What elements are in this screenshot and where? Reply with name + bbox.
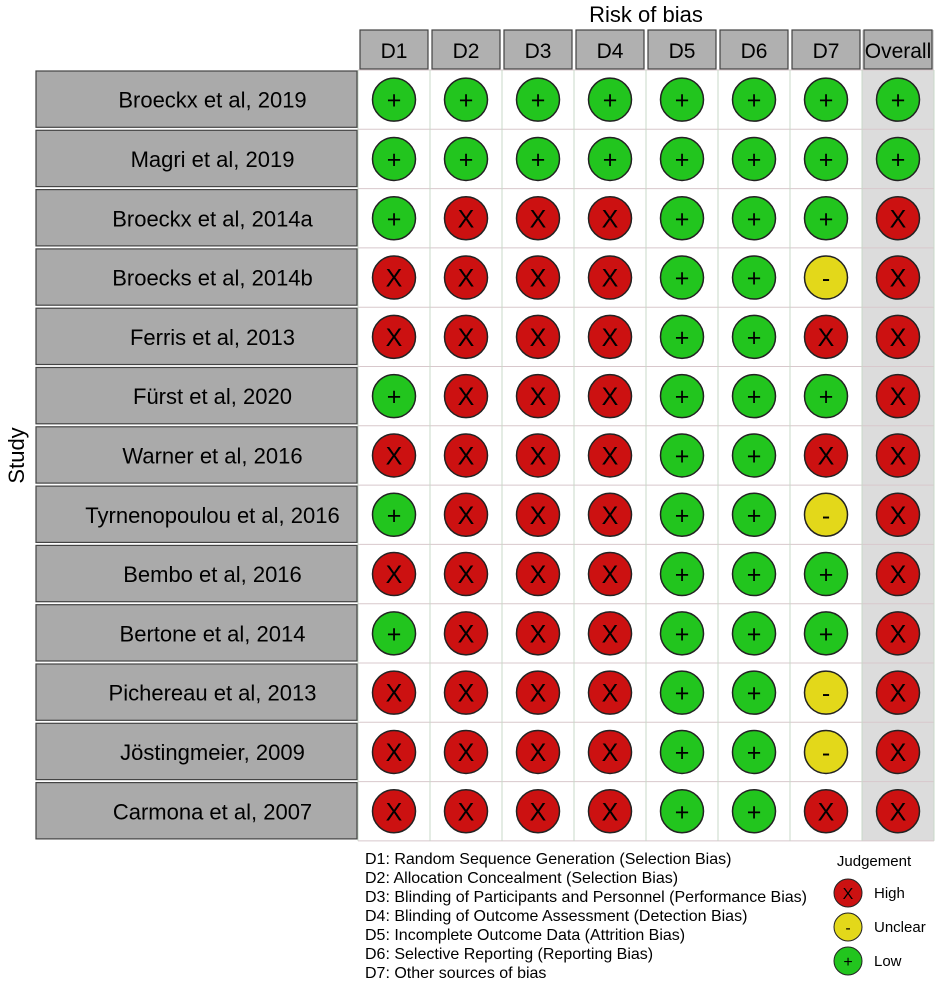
study-label-6: Fürst et al, 2020 (133, 384, 292, 410)
judgement-symbol-high: X (385, 323, 403, 352)
judgement-symbol-high: X (529, 798, 547, 827)
judgement-symbol-low: + (674, 323, 690, 352)
domain-header-label-8: Overall (864, 40, 932, 63)
judgement-symbol-high: X (457, 798, 475, 827)
study-label-5: Ferris et al, 2013 (129, 324, 296, 350)
judgement-symbol-low: + (746, 620, 762, 649)
judgement-symbol-high: X (889, 383, 907, 412)
judgement-symbol-high: X (601, 620, 619, 649)
judgement-symbol-low: + (458, 145, 474, 174)
judgement-symbol-high: X (601, 679, 619, 708)
domain-definition-d7: D7: Other sources of bias (365, 965, 547, 982)
judgement-symbol-low: + (530, 86, 546, 115)
study-label-12: Jöstingmeier, 2009 (120, 739, 305, 765)
judgement-symbol-high: X (601, 383, 619, 412)
judgement-symbol-low: + (818, 145, 834, 174)
judgement-symbol-low: + (890, 86, 906, 115)
domain-header-label-2: D2 (452, 40, 480, 63)
chart-title: Risk of bias (589, 2, 703, 27)
judgement-symbol-low: + (818, 86, 834, 115)
judgement-symbol-low: + (602, 145, 618, 174)
judgement-symbol-high: X (529, 205, 547, 234)
judgement-symbol-high: X (529, 501, 547, 530)
study-label-1: Broeckx et al, 2019 (118, 87, 307, 113)
judgement-symbol-high: X (529, 442, 547, 471)
y-axis-label: Study (4, 427, 29, 484)
domain-header-label-4: D4 (596, 40, 624, 63)
study-label-2: Magri et al, 2019 (130, 146, 295, 172)
judgement-symbol-unclear: - (821, 738, 831, 767)
judgement-symbol-high: X (529, 738, 547, 767)
judgement-symbol-low: + (602, 86, 618, 115)
judgement-symbol-high: X (385, 738, 403, 767)
legend-label-high: High (874, 885, 905, 902)
judgement-symbol-low: + (746, 738, 762, 767)
judgement-symbol-low: + (674, 145, 690, 174)
judgement-symbol-low: + (674, 86, 690, 115)
judgement-symbol-high: X (529, 561, 547, 590)
judgement-symbol-low: + (674, 620, 690, 649)
study-label-9: Bembo et al, 2016 (123, 562, 302, 588)
judgement-symbol-low: + (674, 738, 690, 767)
study-label-8: Tyrnenopoulou et al, 2016 (85, 502, 340, 528)
judgement-symbol-low: + (674, 501, 690, 530)
judgement-symbol-high: X (385, 679, 403, 708)
judgement-symbol-high: X (889, 264, 907, 293)
judgement-symbol-high: X (529, 323, 547, 352)
legend-symbol-unclear: - (845, 920, 851, 937)
judgement-symbol-high: X (457, 205, 475, 234)
judgement-symbol-high: X (601, 442, 619, 471)
legend-symbol-low: + (843, 954, 853, 971)
domain-definition-d1: D1: Random Sequence Generation (Selection Bias) (365, 851, 732, 868)
judgement-symbol-low: + (386, 145, 402, 174)
domain-header-label-5: D5 (668, 40, 696, 63)
judgement-symbol-high: X (457, 501, 475, 530)
study-label-4: Broecks et al, 2014b (112, 265, 313, 291)
judgement-symbol-low: + (674, 798, 690, 827)
study-label-13: Carmona et al, 2007 (112, 799, 313, 825)
judgement-symbol-low: + (746, 501, 762, 530)
judgement-symbol-high: X (385, 264, 403, 293)
judgement-symbol-high: X (889, 561, 907, 590)
judgement-symbol-high: X (601, 798, 619, 827)
judgement-symbol-high: X (601, 561, 619, 590)
judgement-symbol-high: X (457, 323, 475, 352)
judgement-symbol-low: + (386, 501, 402, 530)
judgement-symbol-low: + (818, 561, 834, 590)
study-label-7: Warner et al, 2016 (122, 443, 303, 469)
judgement-symbol-low: + (890, 145, 906, 174)
study-label-10: Bertone et al, 2014 (119, 621, 306, 647)
judgement-symbol-low: + (386, 86, 402, 115)
judgement-symbol-low: + (674, 679, 690, 708)
judgement-symbol-high: X (601, 738, 619, 767)
judgement-symbol-low: + (674, 264, 690, 293)
domain-definitions (365, 850, 807, 983)
judgement-symbol-high: X (889, 798, 907, 827)
domain-definition-d6: D6: Selective Reporting (Reporting Bias) (365, 946, 654, 963)
judgement-symbol-high: X (529, 679, 547, 708)
judgement-symbol-low: + (746, 86, 762, 115)
judgement-symbol-low: + (746, 679, 762, 708)
legend-symbol-high: X (842, 886, 854, 903)
judgement-symbol-high: X (889, 679, 907, 708)
judgement-symbol-high: X (385, 561, 403, 590)
judgement-symbol-unclear: - (821, 501, 831, 530)
judgement-symbol-high: X (457, 738, 475, 767)
judgement-symbol-low: + (458, 86, 474, 115)
judgement-symbol-low: + (746, 205, 762, 234)
legend-label-unclear: Unclear (874, 919, 926, 936)
domain-definition-d2: D2: Allocation Concealment (Selection Bias) (365, 870, 679, 887)
judgement-symbol-low: + (386, 383, 402, 412)
judgement-symbol-high: X (601, 205, 619, 234)
judgement-symbol-high: X (817, 323, 835, 352)
legend-title: Judgement (836, 853, 912, 870)
judgement-symbol-high: X (385, 798, 403, 827)
judgement-symbol-low: + (746, 323, 762, 352)
domain-header-label-1: D1 (380, 40, 408, 63)
judgement-symbol-low: + (746, 798, 762, 827)
judgement-symbol-high: X (601, 501, 619, 530)
judgement-symbol-low: + (746, 264, 762, 293)
judgement-symbol-high: X (457, 442, 475, 471)
judgement-symbol-low: + (818, 205, 834, 234)
judgement-symbol-low: + (746, 561, 762, 590)
judgement-symbol-high: X (889, 442, 907, 471)
judgement-symbol-high: X (529, 264, 547, 293)
judgement-symbol-unclear: - (821, 264, 831, 293)
judgement-symbol-high: X (457, 561, 475, 590)
judgement-symbol-low: + (746, 383, 762, 412)
judgement-symbol-high: X (385, 442, 403, 471)
domain-header-label-6: D6 (740, 40, 768, 63)
judgement-symbol-high: X (457, 383, 475, 412)
legend-label-low: Low (874, 953, 902, 970)
judgement-symbol-high: X (889, 323, 907, 352)
judgement-symbol-low: + (818, 620, 834, 649)
judgement-symbol-low: + (674, 205, 690, 234)
domain-header-label-7: D7 (812, 40, 840, 63)
judgement-symbol-high: X (601, 264, 619, 293)
judgement-symbol-high: X (457, 264, 475, 293)
domain-definition-d5: D5: Incomplete Outcome Data (Attrition Bias) (365, 927, 686, 944)
judgement-symbol-low: + (674, 442, 690, 471)
judgement-symbol-low: + (746, 145, 762, 174)
judgement-symbol-high: X (529, 620, 547, 649)
judgement-symbol-high: X (889, 620, 907, 649)
study-label-11: Pichereau et al, 2013 (108, 680, 317, 706)
judgement-symbol-unclear: - (821, 679, 831, 708)
judgement-symbol-high: X (457, 679, 475, 708)
judgement-symbol-high: X (529, 383, 547, 412)
judgement-symbol-high: X (889, 205, 907, 234)
judgement-symbol-high: X (817, 442, 835, 471)
judgement-symbol-low: + (746, 442, 762, 471)
study-label-3: Broeckx et al, 2014a (112, 206, 313, 232)
judgement-symbol-low: + (530, 145, 546, 174)
judgement-symbol-high: X (889, 738, 907, 767)
judgement-symbol-high: X (889, 501, 907, 530)
domain-definition-d3: D3: Blinding of Participants and Personnel (Performance Bias) (365, 889, 807, 906)
judgement-symbol-high: X (601, 323, 619, 352)
domain-definition-d4: D4: Blinding of Outcome Assessment (Detection Bias) (365, 908, 748, 925)
judgement-symbol-low: + (818, 383, 834, 412)
judgement-symbol-low: + (386, 620, 402, 649)
judgement-symbol-high: X (457, 620, 475, 649)
judgement-symbol-high: X (817, 798, 835, 827)
judgement-symbol-low: + (674, 561, 690, 590)
judgement-symbol-low: + (674, 383, 690, 412)
judgement-symbol-low: + (386, 205, 402, 234)
domain-header-label-3: D3 (524, 40, 552, 63)
